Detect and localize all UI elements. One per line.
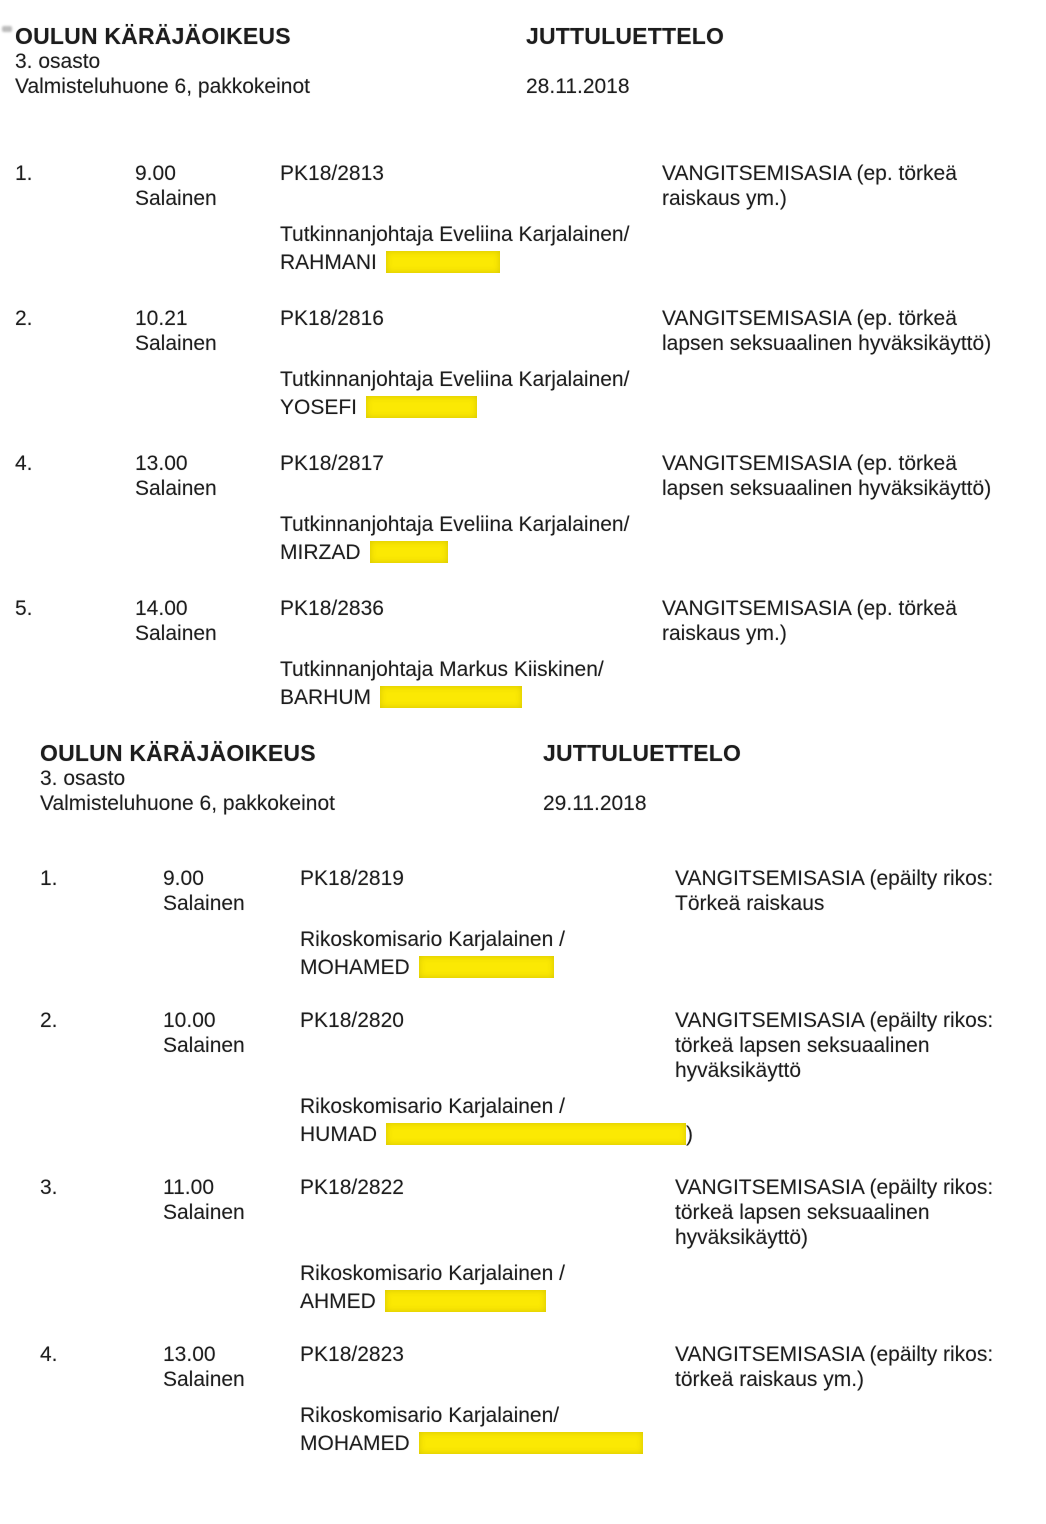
case-id: PK18/2822 <box>300 1176 404 1199</box>
session-date: 29.11.2018 <box>543 792 647 815</box>
doc-info <box>543 741 1046 816</box>
case-entry <box>40 1175 1046 1316</box>
document-type: JUTTULUETTELO <box>526 23 725 49</box>
case-entry <box>15 306 1046 422</box>
case-number: 2. <box>15 307 33 330</box>
department: 3. osasto <box>15 50 101 73</box>
department: 3. osasto <box>40 767 126 790</box>
case-entry <box>40 1008 1046 1149</box>
officer-line: Rikoskomisario Karjalainen/ <box>300 1404 560 1427</box>
case-time: 10.21 <box>135 307 188 330</box>
defendant-name: MOHAMED <box>300 956 410 979</box>
scan-artifact <box>2 26 12 32</box>
court-info <box>15 24 526 99</box>
case-entry <box>40 866 1046 982</box>
court-name: OULUN KÄRÄJÄOIKEUS <box>40 740 316 766</box>
court-info <box>40 741 543 816</box>
case-number: 1. <box>15 162 33 185</box>
case-entry <box>15 451 1046 567</box>
officer-line: Tutkinnanjohtaja Markus Kiiskinen/ <box>280 658 604 681</box>
case-secrecy: Salainen <box>163 1034 245 1057</box>
officer-line: Rikoskomisario Karjalainen / <box>300 1262 565 1285</box>
redaction-highlight <box>419 1432 643 1454</box>
room: Valmisteluhuone 6, pakkokeinot <box>40 792 335 815</box>
redaction-highlight <box>385 1290 546 1312</box>
room: Valmisteluhuone 6, pakkokeinot <box>15 75 310 98</box>
defendant-name: YOSEFI <box>280 396 358 419</box>
case-description: VANGITSEMISASIA (epäilty rikos: Törkeä raiskaus <box>675 867 994 915</box>
after-redaction: ) <box>686 1123 693 1146</box>
case-description: VANGITSEMISASIA (ep. törkeä lapsen seksuaalinen hyväksikäyttö) <box>662 307 992 355</box>
case-secrecy: Salainen <box>135 187 217 210</box>
case-secrecy: Salainen <box>163 1368 245 1391</box>
case-id: PK18/2819 <box>300 867 404 890</box>
case-number: 2. <box>40 1009 58 1032</box>
case-id: PK18/2817 <box>280 452 384 475</box>
case-id: PK18/2820 <box>300 1009 404 1032</box>
case-description: VANGITSEMISASIA (ep. törkeä raiskaus ym.) <box>662 597 957 645</box>
case-secrecy: Salainen <box>135 477 217 500</box>
defendant-name: RAHMANI <box>280 251 377 274</box>
redaction-highlight <box>380 686 522 708</box>
redaction-highlight <box>366 396 477 418</box>
officer-line: Rikoskomisario Karjalainen / <box>300 1095 565 1118</box>
case-number: 5. <box>15 597 33 620</box>
case-secrecy: Salainen <box>163 892 245 915</box>
section-header <box>40 741 1046 816</box>
case-description: VANGITSEMISASIA (epäilty rikos: törkeä raiskaus ym.) <box>675 1343 994 1391</box>
case-secrecy: Salainen <box>135 332 217 355</box>
case-entry <box>15 596 1046 712</box>
defendant-name: MOHAMED <box>300 1432 410 1455</box>
scanned-document-page <box>0 24 1046 1524</box>
defendant-name: BARHUM <box>280 686 372 709</box>
case-number: 1. <box>40 867 58 890</box>
case-list-section-1 <box>0 24 1046 712</box>
officer-line: Tutkinnanjohtaja Eveliina Karjalainen/ <box>280 513 630 536</box>
case-time: 13.00 <box>163 1343 216 1366</box>
redaction-highlight <box>386 1123 686 1145</box>
case-time: 9.00 <box>163 867 204 890</box>
case-number: 4. <box>15 452 33 475</box>
case-time: 10.00 <box>163 1009 216 1032</box>
doc-info <box>526 24 1046 99</box>
officer-line: Rikoskomisario Karjalainen / <box>300 928 565 951</box>
case-number: 4. <box>40 1343 58 1366</box>
case-entry <box>15 161 1046 277</box>
case-entry <box>40 1342 1046 1458</box>
case-description: VANGITSEMISASIA (ep. törkeä raiskaus ym.) <box>662 162 957 210</box>
defendant-name: MIRZAD <box>280 541 361 564</box>
section-header <box>15 24 1046 99</box>
case-secrecy: Salainen <box>135 622 217 645</box>
case-secrecy: Salainen <box>163 1201 245 1224</box>
case-time: 11.00 <box>163 1176 214 1199</box>
case-time: 14.00 <box>135 597 188 620</box>
case-description: VANGITSEMISASIA (epäilty rikos: törkeä lapsen seksuaalinen hyväksikäyttö) <box>675 1176 994 1249</box>
defendant-name: HUMAD <box>300 1123 377 1146</box>
redaction-highlight <box>386 251 500 273</box>
case-number: 3. <box>40 1176 58 1199</box>
case-description: VANGITSEMISASIA (ep. törkeä lapsen seksuaalinen hyväksikäyttö) <box>662 452 992 500</box>
case-description: VANGITSEMISASIA (epäilty rikos: törkeä lapsen seksuaalinen hyväksikäyttö <box>675 1009 994 1082</box>
case-list-section-2 <box>0 741 1046 1458</box>
defendant-name: AHMED <box>300 1290 376 1313</box>
document-type: JUTTULUETTELO <box>543 740 742 766</box>
officer-line: Tutkinnanjohtaja Eveliina Karjalainen/ <box>280 223 630 246</box>
redaction-highlight <box>419 956 554 978</box>
case-id: PK18/2813 <box>280 162 384 185</box>
case-time: 13.00 <box>135 452 188 475</box>
court-name: OULUN KÄRÄJÄOIKEUS <box>15 23 291 49</box>
officer-line: Tutkinnanjohtaja Eveliina Karjalainen/ <box>280 368 630 391</box>
session-date: 28.11.2018 <box>526 75 630 98</box>
redaction-highlight <box>370 541 448 563</box>
case-time: 9.00 <box>135 162 176 185</box>
case-id: PK18/2836 <box>280 597 384 620</box>
case-id: PK18/2823 <box>300 1343 404 1366</box>
case-id: PK18/2816 <box>280 307 384 330</box>
